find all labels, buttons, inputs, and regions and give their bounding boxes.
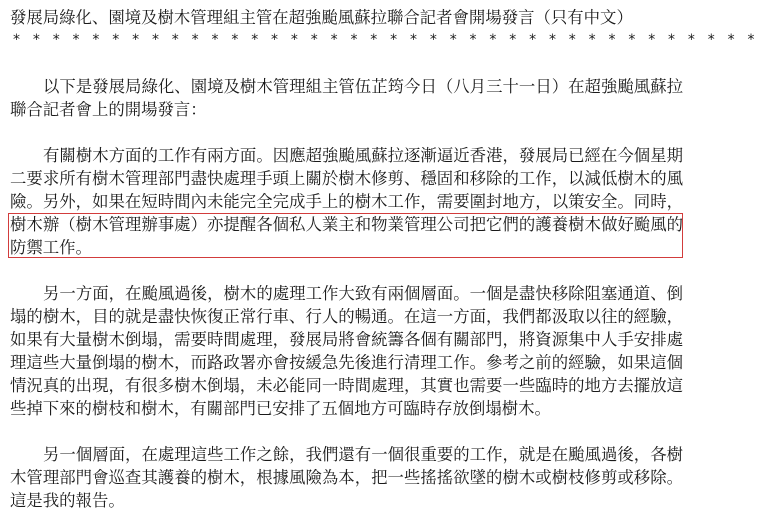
text-line: 險。另外，如果在短時間內未能完全完成手上的樹木工作，需要圍封地方，以策安全。同時， (10, 192, 683, 211)
document-title: 發展局綠化、園境及樹木管理組主管在超強颱風蘇拉聯合記者會開場發言（只有中文） (10, 8, 633, 27)
text-line: 塌的樹木，目的就是盡快恢復正常行車、行人的暢通。在這一方面，我們都汲取以往的經驗， (10, 307, 683, 326)
text-line: 木管理部門會巡查其護養的樹木，根據風險為本，把一些搖搖欲墜的樹木或樹枝修剪或移除。 (10, 468, 683, 487)
separator: * * * * * * * * * * * * * * * * * * * * * * * * * * * * * * * * * * * * * * (13, 32, 759, 48)
highlighted-text-line: 防禦工作。 (10, 238, 92, 257)
text-line: 情況真的出現，有很多樹木倒塌，未必能同一時間處理，其實也需要一些臨時的地方去擺放這 (10, 376, 683, 395)
highlighted-text-line: 樹木辦（樹木管理辦事處）亦提醒各個私人業主和物業管理公司把它們的護養樹木做好颱風的 (10, 215, 683, 234)
text-line: 如果有大量樹木倒塌，需要時間處理，發展局將會統籌各個有關部門，將資源集中人手安排處 (10, 330, 683, 349)
document (10, 6, 759, 512)
text-line: 這是我的報告。 (10, 491, 125, 510)
text-line: 二要求所有樹木管理部門盡快處理手頭上關於樹木修剪、穩固和移除的工作，以減低樹木的風 (10, 169, 683, 188)
text-line: 理這些大量倒塌的樹木，而路政署亦會按緩急先後進行清理工作。參考之前的經驗，如果這個 (10, 353, 683, 372)
text-line: 有關樹木方面的工作有兩方面。因應超強颱風蘇拉逐漸逼近香港，發展局已經在今個星期 (43, 146, 683, 165)
paragraph-intro (10, 75, 683, 121)
red-highlight-box (8, 213, 683, 258)
paragraph-after-typhoon (10, 282, 683, 420)
text-line: 另一方面，在颱風過後，樹木的處理工作大致有兩個層面。一個是盡快移除阻塞通道、倒 (43, 284, 683, 303)
text-line: 另一個層面，在處理這些工作之餘，我們還有一個很重要的工作，就是在颱風過後，各樹 (43, 445, 683, 464)
text-line: 以下是發展局綠化、園境及樹木管理組主管伍芷筠今日（八月三十一日）在超強颱風蘇拉 (43, 77, 683, 96)
text-line: 聯合記者會上的開場發言： (10, 100, 207, 119)
paragraph-inspection (10, 443, 683, 512)
text-line: 些掉下來的樹枝和樹木，有關部門已安排了五個地方可臨時存放倒塌樹木。 (10, 399, 551, 418)
